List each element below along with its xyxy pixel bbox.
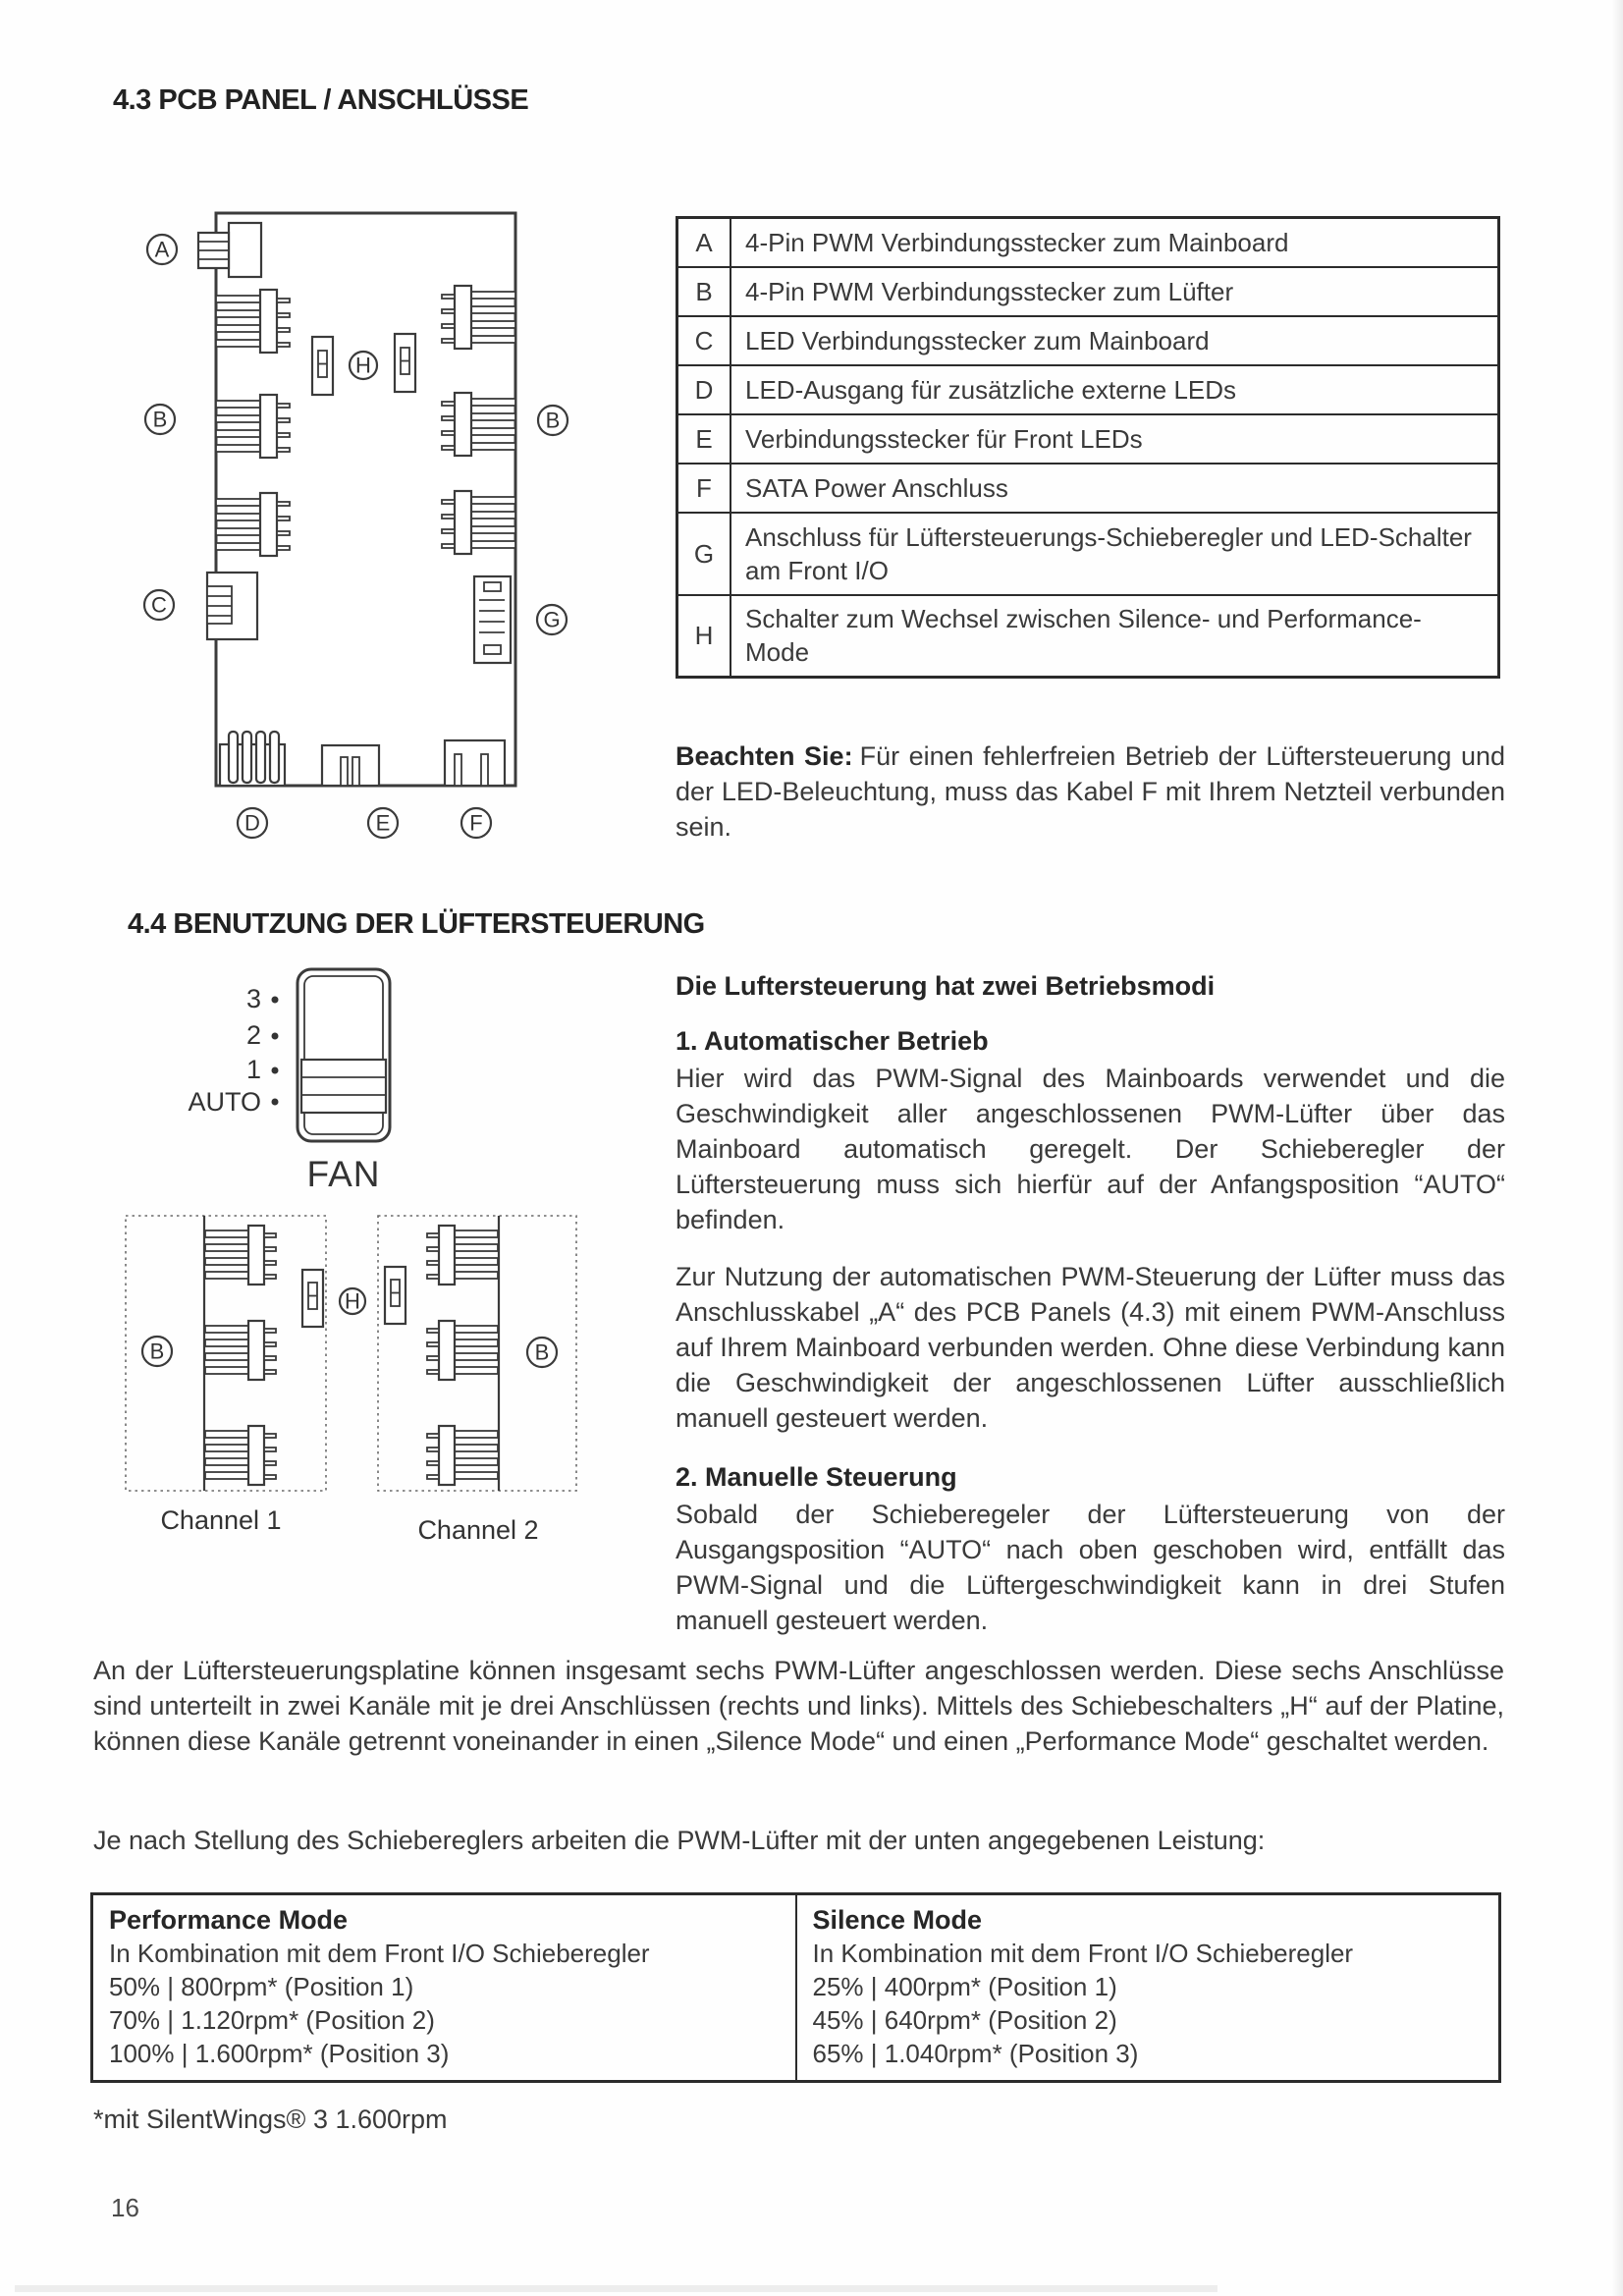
svg-text:D: D — [244, 810, 260, 836]
svg-text:B: B — [149, 1339, 165, 1364]
svg-text:A: A — [154, 237, 170, 262]
performance-mode-row: 70% | 1.120rpm* (Position 2) — [109, 2005, 435, 2035]
row-key: A — [677, 218, 731, 267]
row-desc: LED Verbindungsstecker zum Mainboard — [730, 316, 1499, 365]
performance-mode-title: Performance Mode — [109, 1905, 349, 1935]
pcb-label-d — [238, 808, 267, 838]
pcb-panel-diagram — [98, 201, 648, 889]
manual-mode-paragraph: Sobald der Schieberegeler der Lüftersteuerung von der Ausgangsposition “AUTO“ nach oben geschoben wird, entfällt das PWM-Signal und die Lüftergeschwindigkeit kann in drei Stufen manuell gesteuert werden. — [676, 1500, 1505, 1635]
channel-diagram — [113, 1213, 663, 1552]
table-row — [677, 414, 1499, 464]
note-paragraph — [676, 738, 1505, 845]
svg-text:B: B — [152, 407, 168, 432]
intro-heading: Die Luftersteuerung hat zwei Betriebsmodi — [676, 971, 1216, 1001]
silence-mode-cell — [796, 1894, 1500, 2082]
svg-text:H: H — [345, 1288, 360, 1314]
row-key: D — [677, 365, 731, 414]
row-key: B — [677, 267, 731, 316]
row-desc: 4-Pin PWM Verbindungsstecker zum Lüfter — [730, 267, 1499, 316]
connector-a — [198, 223, 261, 277]
svg-text:C: C — [151, 592, 167, 618]
note-text: Für einen fehlerfreien Betrieb der Lüftersteuerung und der LED-Beleuchtung, muss das Kabel F mit Ihrem Netzteil verbunden sein. — [676, 741, 1506, 842]
slider-label-auto: AUTO — [188, 1087, 261, 1117]
svg-text:B: B — [534, 1339, 550, 1365]
fan-slider-diagram — [188, 943, 471, 1208]
pcb-label-b-left — [145, 405, 175, 434]
pcb-label-c — [144, 590, 174, 620]
row-desc: 4-Pin PWM Verbindungsstecker zum Mainboard — [730, 218, 1499, 267]
slider-scale-dots — [272, 997, 279, 1106]
table-row — [677, 267, 1499, 316]
note-label: Beachten Sie: — [676, 741, 853, 771]
pcb-label-f — [461, 808, 491, 838]
pcb-label-a — [147, 235, 177, 264]
pcb-label-e — [368, 808, 398, 838]
pcb-label-b-right — [538, 406, 568, 435]
channel-label-b-left — [142, 1337, 172, 1366]
pcb-label-g — [537, 605, 567, 634]
performance-mode-cell — [92, 1894, 796, 2082]
slider-label-3: 3 — [245, 984, 261, 1013]
table-row — [677, 595, 1499, 678]
row-desc: SATA Power Anschluss — [730, 464, 1499, 513]
svg-text:H: H — [355, 353, 371, 378]
svg-text:F: F — [469, 810, 483, 836]
performance-mode-subtitle: In Kombination mit dem Front I/O Schieberegler — [109, 1939, 650, 1968]
svg-text:B: B — [545, 408, 561, 433]
performance-mode-row: 100% | 1.600rpm* (Position 3) — [109, 2039, 450, 2068]
row-desc: Anschluss für Lüftersteuerungs-Schieberegler und LED-Schalter am Front I/O — [730, 513, 1499, 595]
channel1-caption: Channel 1 — [160, 1505, 282, 1535]
summary-paragraph: An der Lüftersteuerungsplatine können insgesamt sechs PWM-Lüfter angeschlossen werden. Diese sechs Anschlüsse sind unterteilt in zwei Kanäle mit je drei Anschlüssen (rechts und links). Mittels des Schiebeschalters „H“ auf der Platine, können diese Kanäle getrennt voneinander in einen „Silence Mode“ und einen „Performance Mode“ geschaltet werden. — [93, 1656, 1504, 1756]
switch-h-left — [312, 337, 333, 395]
slider-label-1: 1 — [245, 1055, 261, 1084]
connector-legend-table — [676, 216, 1500, 679]
slider-fan-caption: FAN — [306, 1154, 381, 1194]
row-desc: Schalter zum Wechsel zwischen Silence- und Performance-Mode — [730, 595, 1499, 678]
row-key: H — [677, 595, 731, 678]
lead-in-line: Je nach Stellung des Schiebereglers arbeiten die PWM-Lüfter mit der unten angegebenen Leistung: — [93, 1826, 1266, 1855]
silence-mode-title: Silence Mode — [812, 1905, 983, 1935]
scan-artifact-bottom-bar — [15, 2285, 1217, 2292]
table-row — [677, 513, 1499, 595]
auto-mode-heading: 1. Automatischer Betrieb — [676, 1026, 989, 1056]
row-key: E — [677, 414, 731, 464]
slider-body — [298, 969, 390, 1141]
table-row — [677, 316, 1499, 365]
section-43-title: 4.3 PCB PANEL / ANSCHLÜSSE — [113, 84, 529, 116]
connector-f — [445, 740, 505, 786]
page-number: 16 — [111, 2193, 139, 2222]
auto-mode-paragraph-2: Zur Nutzung der automatischen PWM-Steuerung der Lüfter muss das Anschlusskabel „A“ des PCB Panels (4.3) mit einem PWM-Anschluss auf Ihrem Mainboard verbunden werden. Ohne diese Verbindung kann die Geschwindigkeit der angeschlossenen Lüfter ausschließlich manuell gesteuert werden. — [676, 1262, 1505, 1433]
row-key: G — [677, 513, 731, 595]
channel2-caption: Channel 2 — [417, 1515, 539, 1545]
slider-label-2: 2 — [245, 1020, 261, 1050]
switch-h-right — [395, 334, 415, 392]
connector-b-left-column — [216, 290, 290, 556]
table-row — [677, 218, 1499, 267]
silence-mode-row: 25% | 400rpm* (Position 1) — [812, 1972, 1117, 2001]
footnote: *mit SilentWings® 3 1.600rpm — [93, 2105, 448, 2134]
silence-mode-subtitle: In Kombination mit dem Front I/O Schieberegler — [812, 1939, 1354, 1968]
section-44-title: 4.4 BENUTZUNG DER LÜFTERSTEUERUNG — [128, 908, 705, 940]
connector-e — [322, 745, 379, 786]
row-key: F — [677, 464, 731, 513]
svg-text:E: E — [375, 810, 391, 836]
table-row — [677, 365, 1499, 414]
manual-mode-heading: 2. Manuelle Steuerung — [676, 1462, 957, 1492]
channel-label-b-right — [527, 1338, 557, 1367]
connector-d — [220, 732, 285, 786]
scan-artifact-right-edge — [1611, 0, 1623, 2296]
row-key: C — [677, 316, 731, 365]
row-desc: LED-Ausgang für zusätzliche externe LEDs — [730, 365, 1499, 414]
modes-table — [90, 1892, 1501, 2083]
pcb-label-h — [350, 352, 377, 379]
section-44-text-column — [676, 968, 1505, 1638]
svg-text:G: G — [543, 607, 561, 632]
slider-knob — [301, 1060, 386, 1113]
silence-mode-row: 65% | 1.040rpm* (Position 3) — [812, 2039, 1139, 2068]
silence-mode-row: 45% | 640rpm* (Position 2) — [812, 2005, 1117, 2035]
connector-g — [474, 576, 511, 663]
row-desc: Verbindungsstecker für Front LEDs — [730, 414, 1499, 464]
auto-mode-paragraph-1: Hier wird das PWM-Signal des Mainboards verwendet und die Geschwindigkeit aller angeschlossenen PWM-Lüfter über das Mainboard automatisch geregelt. Der Schieberegler der Lüftersteuerung muss sich hierfür auf der Anfangsposition “AUTO“ befinden. — [676, 1064, 1505, 1234]
connector-c — [207, 573, 257, 639]
channel-label-h — [340, 1288, 365, 1314]
table-row — [677, 464, 1499, 513]
performance-mode-row: 50% | 800rpm* (Position 1) — [109, 1972, 414, 2001]
